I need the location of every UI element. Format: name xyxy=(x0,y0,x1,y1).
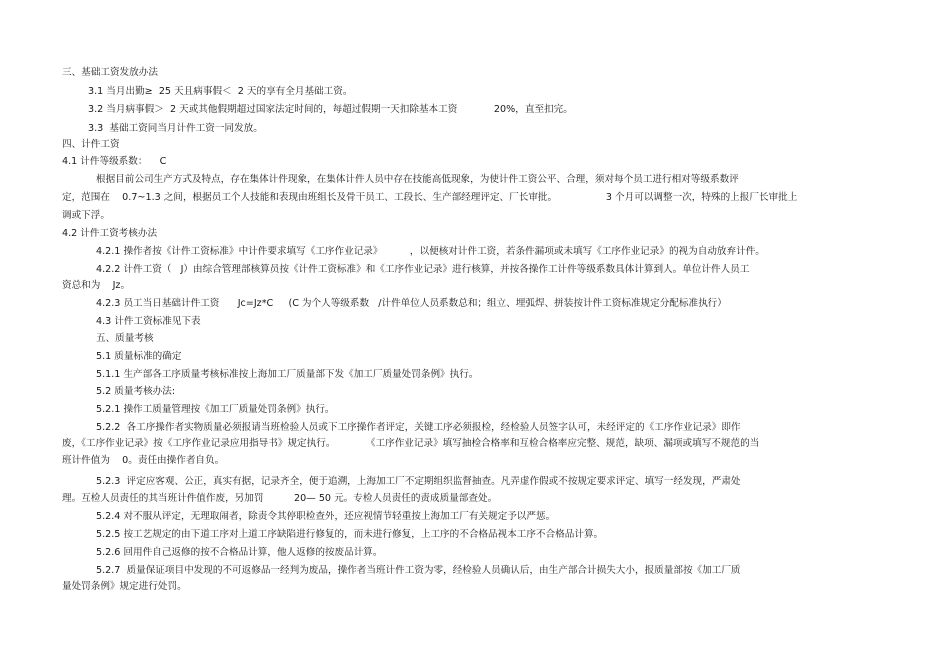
paragraph-line: 5.1.1 生产部各工序质量考核标准按上海加工厂质量部下发《加工厂质量处罚条例》执行。 xyxy=(96,369,479,380)
paragraph-line: 3.3 基础工资同当月计件工资一同发放。 xyxy=(88,123,263,134)
paragraph-line: 4.2.2 计件工资（ J）由综合管理部核算员按《计件工资标准》和《工序作业记录》进行核算，并按各操作工计件等级系数具体计算到人。单位计件人员工 xyxy=(96,264,750,275)
paragraph-line: 理。互检人员责任的其当班计件值作废，另加罚 20— 50 元。专检人员责任的责成质量部查处。 xyxy=(62,493,498,504)
paragraph-line: 资总和为 Jz。 xyxy=(62,280,131,291)
paragraph-line: 5.2.1 操作工质量管理按《加工厂质量处罚条例》执行。 xyxy=(96,404,335,415)
section-heading: 四、计件工资 xyxy=(62,139,120,150)
paragraph-line: 定，范围在 0.7~1.3 之间，根据员工个人技能和表现由班组长及骨干员工、工段长、生产部经理评定、厂长审批。 3 个月可以调整一次，特殊的上报厂长审批上 xyxy=(62,192,798,203)
paragraph-line: 5.2 质量考核办法: xyxy=(96,386,176,397)
paragraph-line: 5.2.6 回用件自己返修的按不合格品计算，他人返修的按废品计算。 xyxy=(96,547,383,558)
paragraph-line: 5.2.2 各工序操作者实物质量必须报请当班检验人员或下工序操作者评定，关键工序必须报检，经检验人员签字认可，未经评定的《工序作业记录》即作 xyxy=(96,422,741,433)
paragraph-line: 量处罚条例》规定进行处罚。 xyxy=(62,581,187,592)
paragraph-line: 4.2.3 员工当日基础计件工资 Jc=Jz*C (C 为个人等级系数 /计件单位人员系数总和；组立、埋弧焊、拼装按计件工资标准规定分配标准执行） xyxy=(96,298,727,309)
paragraph-line: 4.2.1 操作者按《计件工资标准》中计件要求填写《工序作业记录》 ，以便核对计件工资，若条件漏项或未填写《工序作业记录》的视为自动放弃计件。 xyxy=(96,246,765,257)
paragraph-line: 班计件值为 0。责任由操作者自负。 xyxy=(62,455,225,466)
paragraph-line: 调或下浮。 xyxy=(62,210,110,221)
paragraph-line: 5.2.5 按工艺规定的由下道工序对上道工序缺陷进行修复的，而未进行修复，上工序的不合格品视本工序不合格品计算。 xyxy=(96,529,604,540)
paragraph-line: 5.2.7 质量保证项目中发现的不可返修品一经判为废品，操作者当班计件工资为零，经检验人员确认后，由生产部合计损失大小，报质量部按《加工厂质 xyxy=(96,565,741,576)
paragraph-line: 4.1 计件等级系数： C xyxy=(62,156,167,167)
paragraph-line: 根据目前公司生产方式及特点，存在集体计件现象，在集体计件人员中存在技能高低现象，为使计件工资公平、合理，须对每个员工进行相对等级系数评 xyxy=(96,174,739,185)
paragraph-line: 3.1 当月出勤≥ 25 天且病事假＜ 2 天的享有全月基础工资。 xyxy=(88,86,353,97)
paragraph-line: 4.2 计件工资考核办法 xyxy=(62,228,158,239)
paragraph-line: 废，《工序作业记录》按《工序作业记录应用指导书》规定执行。 《工序作业记录》填写抽检合格率和互检合格率应完整、规范，缺项、漏项或填写不规范的当 xyxy=(62,438,760,449)
paragraph-line: 5.2.3 评定应客观、公正，真实有据，记录齐全，便于追溯，上海加工厂不定期组织监督抽查。凡弄虚作假或不按规定要求评定、填写一经发现，严肃处 xyxy=(96,476,741,487)
paragraph-line: 4.3 计件工资标准见下表 xyxy=(96,316,201,327)
paragraph-line: 3.2 当月病事假＞ 2 天或其他假期超过国家法定时间的，每超过假期一天扣除基本工资 20%，直至扣完。 xyxy=(88,104,573,115)
section-heading: 三、基础工资发放办法 xyxy=(62,67,158,78)
paragraph-line: 5.2.4 对不服从评定，无理取闹者，除责令其停职检查外，还应视情节轻重按上海加工厂有关规定予以严惩。 xyxy=(96,511,556,522)
paragraph-line: 5.1 质量标准的确定 xyxy=(96,351,182,362)
section-heading: 五、质量考核 xyxy=(96,333,154,344)
